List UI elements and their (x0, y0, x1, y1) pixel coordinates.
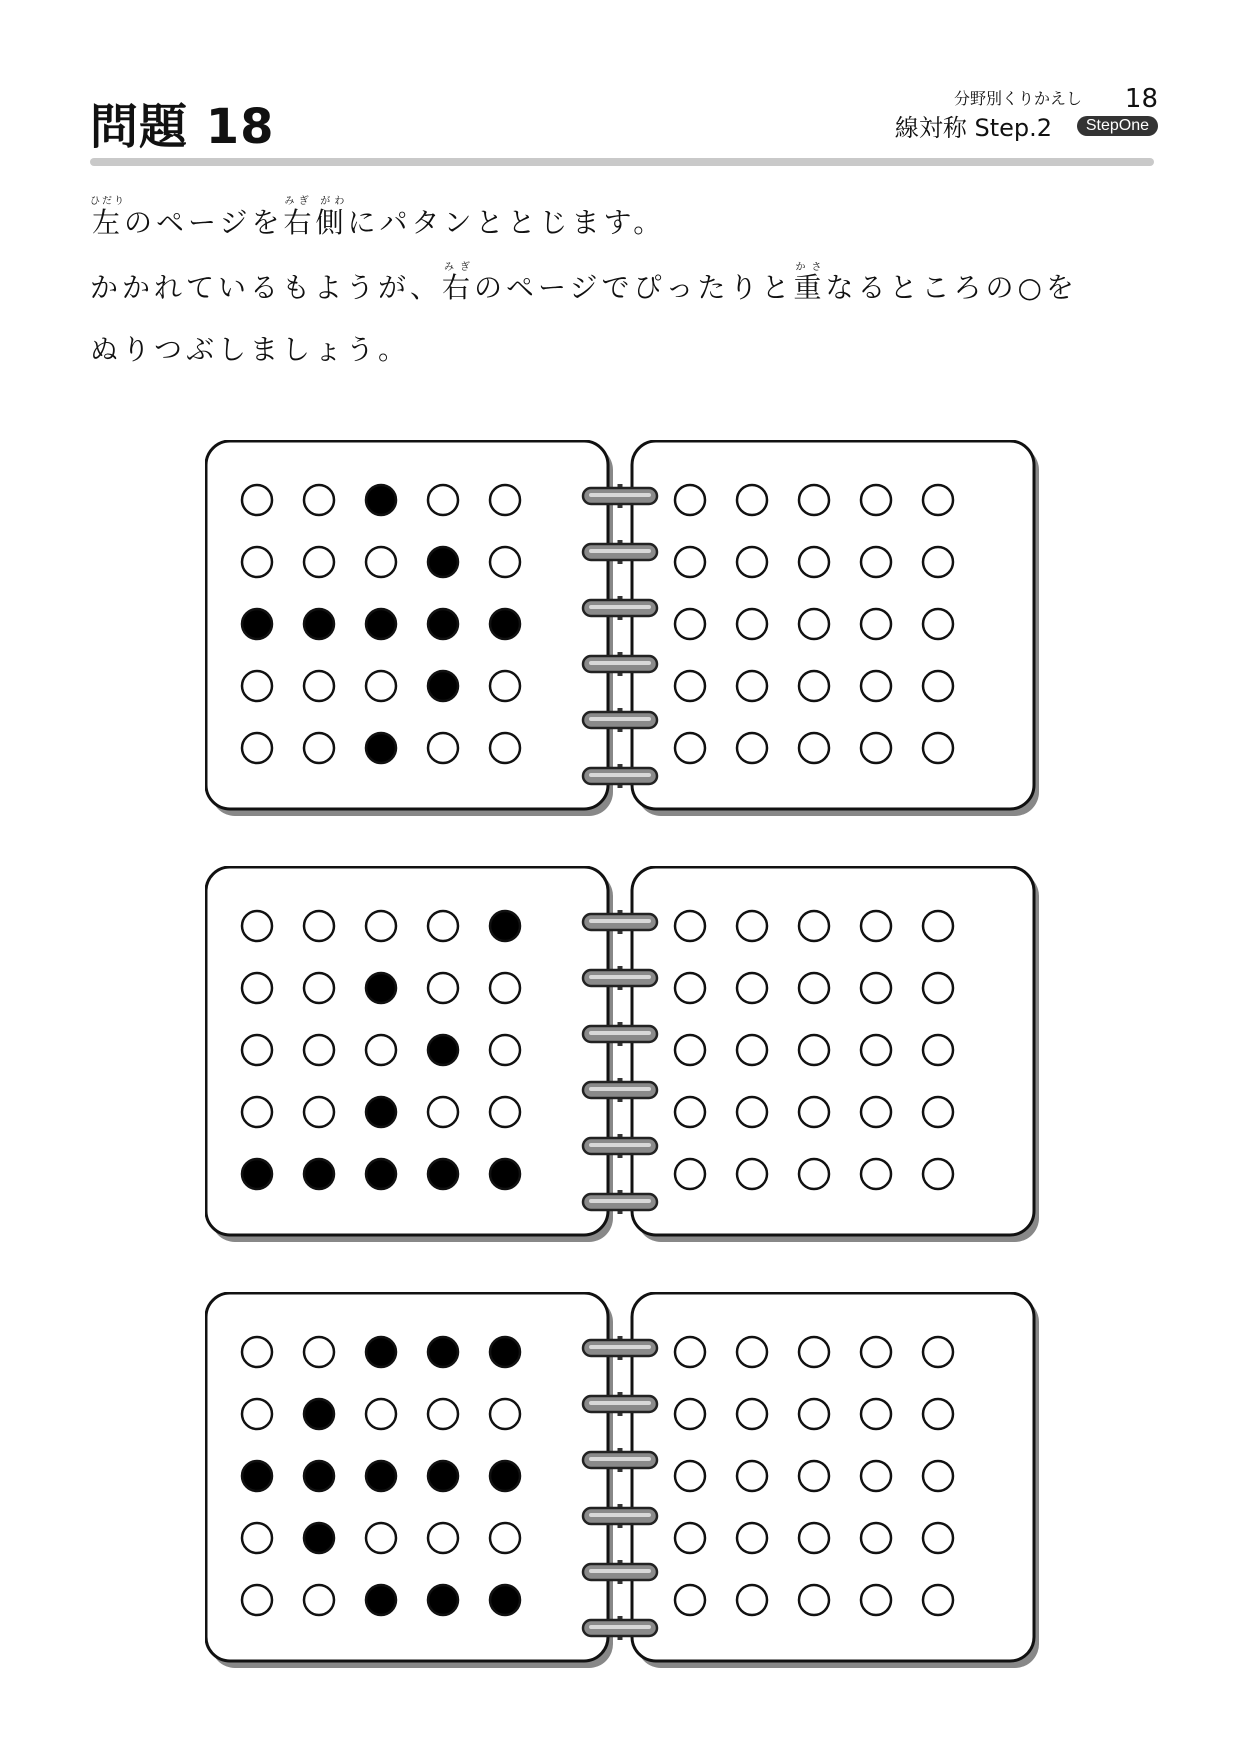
header-rule (90, 158, 1154, 166)
empty-circle (304, 733, 334, 763)
answer-circle (861, 671, 891, 701)
filled-circle (366, 1461, 396, 1491)
answer-circle (799, 485, 829, 515)
filled-circle (366, 1097, 396, 1127)
empty-circle (366, 671, 396, 701)
answer-circle (675, 1399, 705, 1429)
ring-highlight (589, 1625, 651, 1629)
answer-circle (737, 1399, 767, 1429)
filled-circle (428, 1585, 458, 1615)
answer-circle (737, 485, 767, 515)
answer-circle (861, 733, 891, 763)
answer-circle (675, 911, 705, 941)
ring-highlight (589, 1401, 651, 1405)
answer-circle (737, 1159, 767, 1189)
filled-circle (366, 609, 396, 639)
ring-highlight (589, 1087, 651, 1091)
answer-circle (923, 1097, 953, 1127)
answer-circle (923, 485, 953, 515)
answer-circle (675, 1035, 705, 1065)
empty-circle (490, 973, 520, 1003)
filled-circle (490, 1585, 520, 1615)
answer-circle (923, 1523, 953, 1553)
answer-circle (675, 1523, 705, 1553)
empty-circle (428, 733, 458, 763)
answer-circle (861, 911, 891, 941)
empty-circle (304, 1035, 334, 1065)
ring-highlight (589, 773, 651, 777)
ring-highlight (589, 493, 651, 497)
empty-circle (304, 1585, 334, 1615)
unit-subtitle: 線対称 Step.2 (894, 114, 1052, 142)
empty-circle (428, 1097, 458, 1127)
filled-circle (366, 1337, 396, 1367)
empty-circle (366, 911, 396, 941)
empty-circle (366, 1523, 396, 1553)
filled-circle (304, 609, 334, 639)
answer-circle (923, 973, 953, 1003)
ring-highlight (589, 1345, 651, 1349)
answer-circle (675, 1337, 705, 1367)
empty-circle (304, 1337, 334, 1367)
empty-circle (490, 1035, 520, 1065)
answer-circle (737, 1461, 767, 1491)
page-number: 18 (1124, 84, 1158, 114)
filled-circle (428, 1337, 458, 1367)
empty-circle (428, 973, 458, 1003)
empty-circle (242, 1399, 272, 1429)
answer-circle (923, 671, 953, 701)
answer-circle (675, 671, 705, 701)
answer-circle (799, 609, 829, 639)
series-label: 分野別くりかえし (953, 89, 1082, 108)
empty-circle (242, 1097, 272, 1127)
filled-circle (428, 547, 458, 577)
filled-circle (428, 671, 458, 701)
instruction-line-1: 左ひだりのページを右側みぎ がわにパタンととじます。 (90, 196, 666, 239)
filled-circle (366, 733, 396, 763)
empty-circle (428, 1523, 458, 1553)
answer-circle (861, 1159, 891, 1189)
empty-circle (490, 1523, 520, 1553)
answer-circle (799, 547, 829, 577)
answer-circle (799, 1461, 829, 1491)
answer-circle (675, 1585, 705, 1615)
answer-circle (799, 1159, 829, 1189)
ring-highlight (589, 975, 651, 979)
answer-circle (675, 973, 705, 1003)
answer-circle (923, 609, 953, 639)
answer-circle (737, 733, 767, 763)
ring-highlight (589, 919, 651, 923)
ring-highlight (589, 1199, 651, 1203)
empty-circle (304, 485, 334, 515)
empty-circle (242, 671, 272, 701)
empty-circle (242, 911, 272, 941)
filled-circle (490, 1159, 520, 1189)
empty-circle (490, 547, 520, 577)
answer-circle (861, 1585, 891, 1615)
answer-circle (861, 973, 891, 1003)
filled-circle (366, 973, 396, 1003)
filled-circle (304, 1461, 334, 1491)
empty-circle (242, 1337, 272, 1367)
answer-circle (923, 1585, 953, 1615)
puzzle-book-1 (205, 440, 1045, 826)
ring-highlight (589, 549, 651, 553)
empty-circle (242, 1035, 272, 1065)
answer-circle (923, 1461, 953, 1491)
empty-circle (490, 1097, 520, 1127)
ring-highlight (589, 1031, 651, 1035)
answer-circle (923, 1035, 953, 1065)
answer-circle (737, 1035, 767, 1065)
empty-circle (242, 1585, 272, 1615)
instruction-line-2: かかれているもようが、右みぎのページでぴったりと重かさなるところの○を (90, 262, 1078, 304)
answer-circle (923, 1159, 953, 1189)
puzzle-book-2 (205, 866, 1045, 1252)
filled-circle (490, 1337, 520, 1367)
empty-circle (490, 1399, 520, 1429)
answer-circle (737, 671, 767, 701)
filled-circle (366, 485, 396, 515)
empty-circle (304, 911, 334, 941)
empty-circle (304, 1097, 334, 1127)
empty-circle (490, 733, 520, 763)
filled-circle (428, 1461, 458, 1491)
answer-circle (737, 547, 767, 577)
filled-circle (490, 609, 520, 639)
answer-circle (923, 1337, 953, 1367)
answer-circle (861, 1097, 891, 1127)
filled-circle (428, 1035, 458, 1065)
empty-circle (242, 1523, 272, 1553)
answer-circle (675, 485, 705, 515)
empty-circle (304, 973, 334, 1003)
answer-circle (675, 733, 705, 763)
ring-highlight (589, 1569, 651, 1573)
filled-circle (366, 1585, 396, 1615)
answer-circle (799, 973, 829, 1003)
filled-circle (304, 1523, 334, 1553)
ring-highlight (589, 1513, 651, 1517)
ring-highlight (589, 1457, 651, 1461)
empty-circle (366, 547, 396, 577)
answer-circle (737, 1523, 767, 1553)
filled-circle (428, 1159, 458, 1189)
empty-circle (490, 671, 520, 701)
answer-circle (799, 733, 829, 763)
answer-circle (799, 1523, 829, 1553)
empty-circle (490, 485, 520, 515)
filled-circle (242, 1461, 272, 1491)
ring-highlight (589, 1143, 651, 1147)
answer-circle (737, 1337, 767, 1367)
answer-circle (799, 1585, 829, 1615)
answer-circle (861, 485, 891, 515)
empty-circle (366, 1399, 396, 1429)
answer-circle (737, 973, 767, 1003)
empty-circle (304, 547, 334, 577)
answer-circle (861, 547, 891, 577)
filled-circle (304, 1159, 334, 1189)
answer-circle (799, 1035, 829, 1065)
answer-circle (675, 547, 705, 577)
answer-circle (861, 1523, 891, 1553)
puzzle-book-3 (205, 1292, 1045, 1678)
filled-circle (428, 609, 458, 639)
answer-circle (799, 1399, 829, 1429)
answer-circle (861, 1461, 891, 1491)
brand-badge: StepOne (1077, 116, 1158, 136)
filled-circle (366, 1159, 396, 1189)
answer-circle (923, 1399, 953, 1429)
empty-circle (428, 911, 458, 941)
filled-circle (242, 609, 272, 639)
answer-circle (861, 1035, 891, 1065)
empty-circle (366, 1035, 396, 1065)
answer-circle (799, 671, 829, 701)
answer-circle (861, 1337, 891, 1367)
empty-circle (242, 973, 272, 1003)
answer-circle (737, 1585, 767, 1615)
instruction-line-3: ぬりつぶしましょう。 (90, 333, 411, 366)
filled-circle (490, 911, 520, 941)
empty-circle (242, 733, 272, 763)
answer-circle (737, 911, 767, 941)
answer-circle (675, 1097, 705, 1127)
empty-circle (242, 485, 272, 515)
filled-circle (242, 1159, 272, 1189)
ring-highlight (589, 717, 651, 721)
problem-title: 問題 18 (90, 99, 275, 155)
empty-circle (242, 547, 272, 577)
filled-circle (304, 1399, 334, 1429)
answer-circle (799, 1337, 829, 1367)
answer-circle (861, 1399, 891, 1429)
empty-circle (304, 671, 334, 701)
empty-circle (428, 485, 458, 515)
answer-circle (923, 547, 953, 577)
answer-circle (861, 609, 891, 639)
answer-circle (675, 1461, 705, 1491)
answer-circle (799, 911, 829, 941)
answer-circle (675, 609, 705, 639)
answer-circle (737, 1097, 767, 1127)
answer-circle (799, 1097, 829, 1127)
empty-circle (428, 1399, 458, 1429)
ring-highlight (589, 605, 651, 609)
answer-circle (675, 1159, 705, 1189)
answer-circle (923, 911, 953, 941)
filled-circle (490, 1461, 520, 1491)
answer-circle (737, 609, 767, 639)
answer-circle (923, 733, 953, 763)
ring-highlight (589, 661, 651, 665)
